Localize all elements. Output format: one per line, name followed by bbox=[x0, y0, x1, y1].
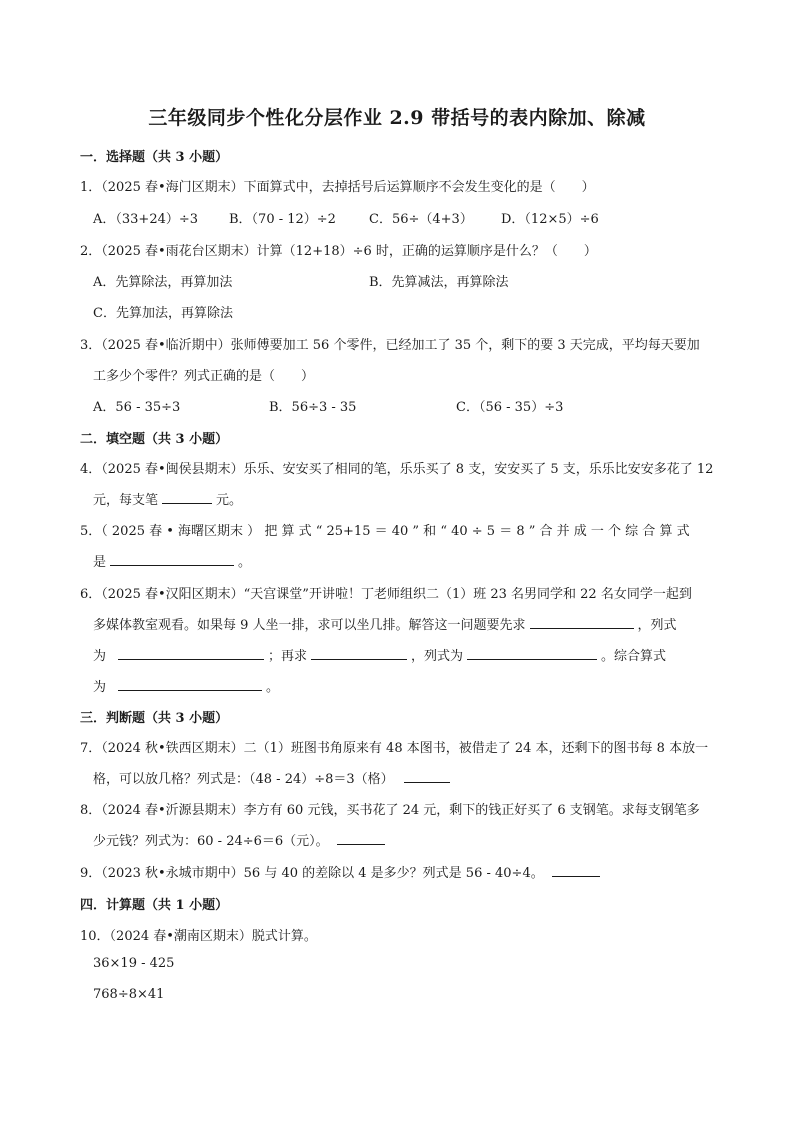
q2-option-b: B．先算减法，再算除法 bbox=[369, 275, 509, 290]
q6-text-e: ，列式为 bbox=[411, 649, 464, 664]
q6-line4 bbox=[93, 676, 279, 695]
q6-blank-3[interactable] bbox=[311, 645, 407, 660]
q7-text: 格，可以放几格？列式是：（48 - 24）÷8＝3（格） bbox=[93, 772, 394, 787]
q6-line2 bbox=[93, 614, 677, 633]
q6-blank-4[interactable] bbox=[467, 645, 597, 660]
q4-line2 bbox=[93, 489, 242, 508]
q9-text: 9．（2023 秋•永城市期中）56 与 40 的差除以 4 是多少？列式是 56 - 40÷4。 bbox=[80, 866, 544, 881]
q8-text: 少元钱？列式为：60 - 24÷6＝6（元）。 bbox=[93, 834, 329, 849]
q3-option-a: A．56 - 35÷3 bbox=[93, 400, 181, 415]
section-heading-choice: 一．选择题（共 3 小题） bbox=[80, 150, 229, 165]
q7-line2 bbox=[93, 768, 454, 787]
q5-line2 bbox=[93, 551, 251, 570]
q9-answer-blank[interactable] bbox=[552, 862, 600, 877]
q6-blank-5[interactable] bbox=[118, 676, 262, 691]
q6-line1: 6．（2025 春•汉阳区期末）“天宫课堂”开讲啦！丁老师组织二（1）班 23 名男同学和 22 名女同学一起到 bbox=[80, 587, 692, 602]
q6-blank-1[interactable] bbox=[530, 614, 634, 629]
q1-option-a: A．（33+24）÷3 bbox=[93, 212, 199, 227]
q6-text-d: ；再求 bbox=[268, 649, 308, 664]
q4-answer-blank[interactable] bbox=[162, 489, 212, 504]
q6-blank-2[interactable] bbox=[118, 645, 264, 660]
section-heading-calc: 四．计算题（共 1 小题） bbox=[80, 898, 229, 913]
q6-text-g: 为 bbox=[93, 680, 107, 695]
q1-option-c: C．56÷（4+3） bbox=[369, 212, 473, 227]
q2-option-a: A．先算除法，再算加法 bbox=[93, 275, 233, 290]
q6-text-h: 。 bbox=[266, 680, 280, 695]
q2-option-c: C．先算加法，再算除法 bbox=[93, 306, 233, 321]
q3-option-c: C．（56 - 35）÷3 bbox=[456, 400, 564, 415]
section-heading-fill: 二．填空题（共 3 小题） bbox=[80, 432, 229, 447]
q6-text-a: 多媒体教室观看。如果每 9 人坐一排，求可以坐几排。解答这一问题要先求 bbox=[93, 618, 526, 633]
q7-answer-blank[interactable] bbox=[404, 768, 450, 783]
q5-text-a: 是 bbox=[93, 555, 107, 570]
q10-expression-1: 36×19 - 425 bbox=[93, 956, 175, 971]
q6-text-b: ，列式 bbox=[637, 618, 677, 633]
q6-line3 bbox=[93, 645, 666, 664]
q3-option-b: B．56÷3 - 35 bbox=[269, 400, 357, 415]
q2-stem: 2．（2025 春•雨花台区期末）计算（12+18）÷6 时，正确的运算顺序是什么？（ ） bbox=[80, 244, 597, 259]
q8-answer-blank[interactable] bbox=[337, 830, 385, 845]
q1-option-d: D．（12×5）÷6 bbox=[501, 212, 599, 227]
q5-line1: 5．（ 2025 春 • 海曙区期末 ） 把 算 式 “ 25+15 ＝ 40 ” 和 “ 40 ÷ 5 ＝ 8 ” 合 并 成 一 个 综 合 算 式 bbox=[80, 524, 690, 539]
q6-text-f: 。综合算式 bbox=[601, 649, 667, 664]
q4-text-b: 元。 bbox=[216, 493, 243, 508]
q3-stem-line1: 3．（2025 春•临沂期中）张师傅要加工 56 个零件，已经加工了 35 个，剩下的要 3 天完成，平均每天要加 bbox=[80, 338, 700, 353]
q8-line2 bbox=[93, 830, 389, 849]
q4-text-a: 元，每支笔 bbox=[93, 493, 159, 508]
q3-stem-line2: 工多少个零件？列式正确的是（ ） bbox=[93, 369, 315, 384]
q9-line1 bbox=[80, 862, 604, 881]
q10-expression-2: 768÷8×41 bbox=[93, 987, 165, 1002]
q5-text-b: 。 bbox=[238, 555, 252, 570]
q1-stem: 1．（2025 春•海门区期末）下面算式中，去掉括号后运算顺序不会发生变化的是（ ） bbox=[80, 180, 595, 195]
q5-answer-blank[interactable] bbox=[110, 551, 234, 566]
q8-line1: 8．（2024 春•沂源县期末）李方有 60 元钱，买书花了 24 元，剩下的钱正好买了 6 支钢笔。求每支钢笔多 bbox=[80, 803, 700, 818]
page-title: 三年级同步个性化分层作业 2.9 带括号的表内除加、除减 bbox=[148, 107, 646, 129]
section-heading-judge: 三．判断题（共 3 小题） bbox=[80, 711, 229, 726]
q4-line1: 4．（2025 春•闽侯县期末）乐乐、安安买了相同的笔，乐乐买了 8 支，安安买了 5 支，乐乐比安安多花了 12 bbox=[80, 462, 714, 477]
q10-stem: 10．（2024 春•潮南区期末）脱式计算。 bbox=[80, 929, 317, 944]
q7-line1: 7．（2024 秋•铁西区期末）二（1）班图书角原来有 48 本图书，被借走了 24 本，还剩下的图书每 8 本放一 bbox=[80, 741, 709, 756]
q1-option-b: B．（70 - 12）÷2 bbox=[229, 212, 336, 227]
q6-text-c: 为 bbox=[93, 649, 107, 664]
